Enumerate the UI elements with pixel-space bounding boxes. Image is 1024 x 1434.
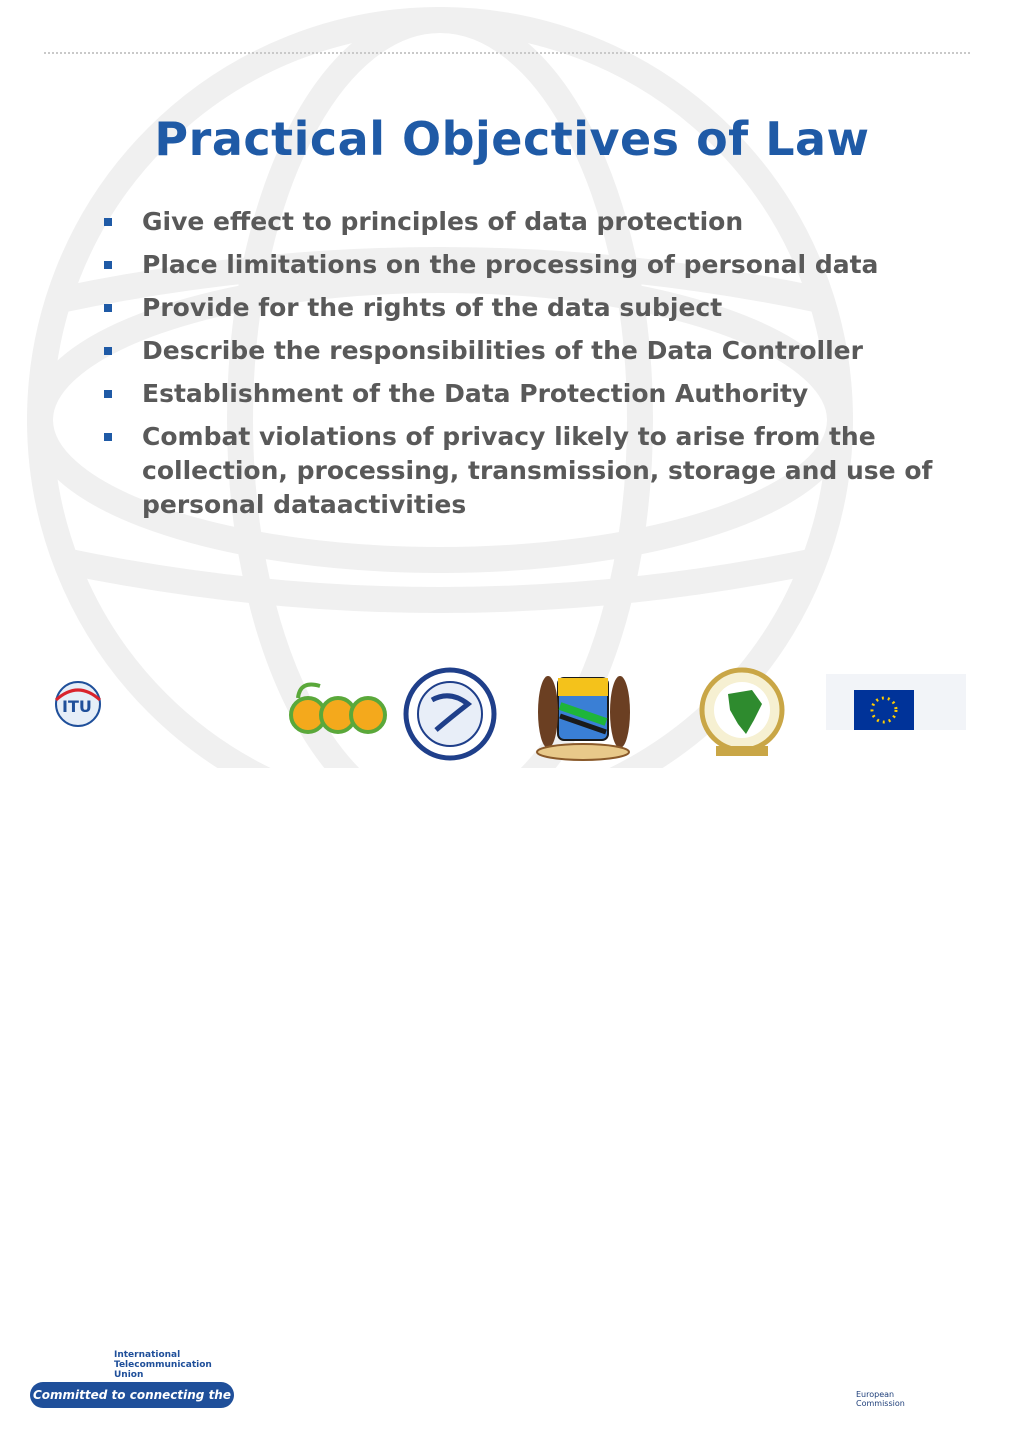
- bullet-item: [104, 205, 934, 239]
- bullet-text: Give effect to principles of data protection: [142, 207, 744, 236]
- bullet-text: Place limitations on the processing of personal data: [142, 250, 879, 279]
- bullet-text: Provide for the rights of the data subject: [142, 293, 723, 322]
- bullet-item: [104, 291, 934, 325]
- sadc-logo-icon: [406, 670, 494, 758]
- slide-title: Practical Objectives of Law: [154, 112, 870, 166]
- bullet-text: Establishment of the Data Protection Authority: [142, 379, 809, 408]
- european-commission-logo-icon: [826, 674, 966, 730]
- top-dotted-rule: [44, 52, 970, 54]
- partner-logo-strip: [0, 660, 1024, 1428]
- square-bullet-icon: [104, 261, 112, 269]
- square-bullet-icon: [104, 304, 112, 312]
- aap-logo-icon: [291, 685, 385, 733]
- bullet-item: [104, 420, 934, 522]
- square-bullet-icon: [104, 390, 112, 398]
- bullet-text: Describe the responsibilities of the Data Controller: [142, 336, 863, 365]
- square-bullet-icon: [104, 433, 112, 441]
- bullet-text: Combat violations of privacy likely to arise from the collection, processing, transmission, storage and use of personal dataactivities: [142, 422, 933, 519]
- bullet-list: [104, 205, 934, 531]
- svg-text:ITU: ITU: [62, 697, 92, 716]
- ec-label-text: European Commission: [856, 1390, 905, 1408]
- bullet-item: [104, 334, 934, 368]
- bullet-item: [104, 248, 934, 282]
- tanzania-coat-of-arms-icon: [537, 676, 630, 760]
- logo-graphics: [0, 660, 1024, 768]
- itu-tagline-badge: Committed to connecting the world: [30, 1382, 234, 1408]
- itu-logo-icon: [56, 682, 100, 726]
- square-bullet-icon: [104, 218, 112, 226]
- itu-name-text: International Telecommunication Union: [114, 1350, 212, 1380]
- african-union-logo-icon: [702, 670, 782, 756]
- bullet-item: [104, 377, 934, 411]
- square-bullet-icon: [104, 347, 112, 355]
